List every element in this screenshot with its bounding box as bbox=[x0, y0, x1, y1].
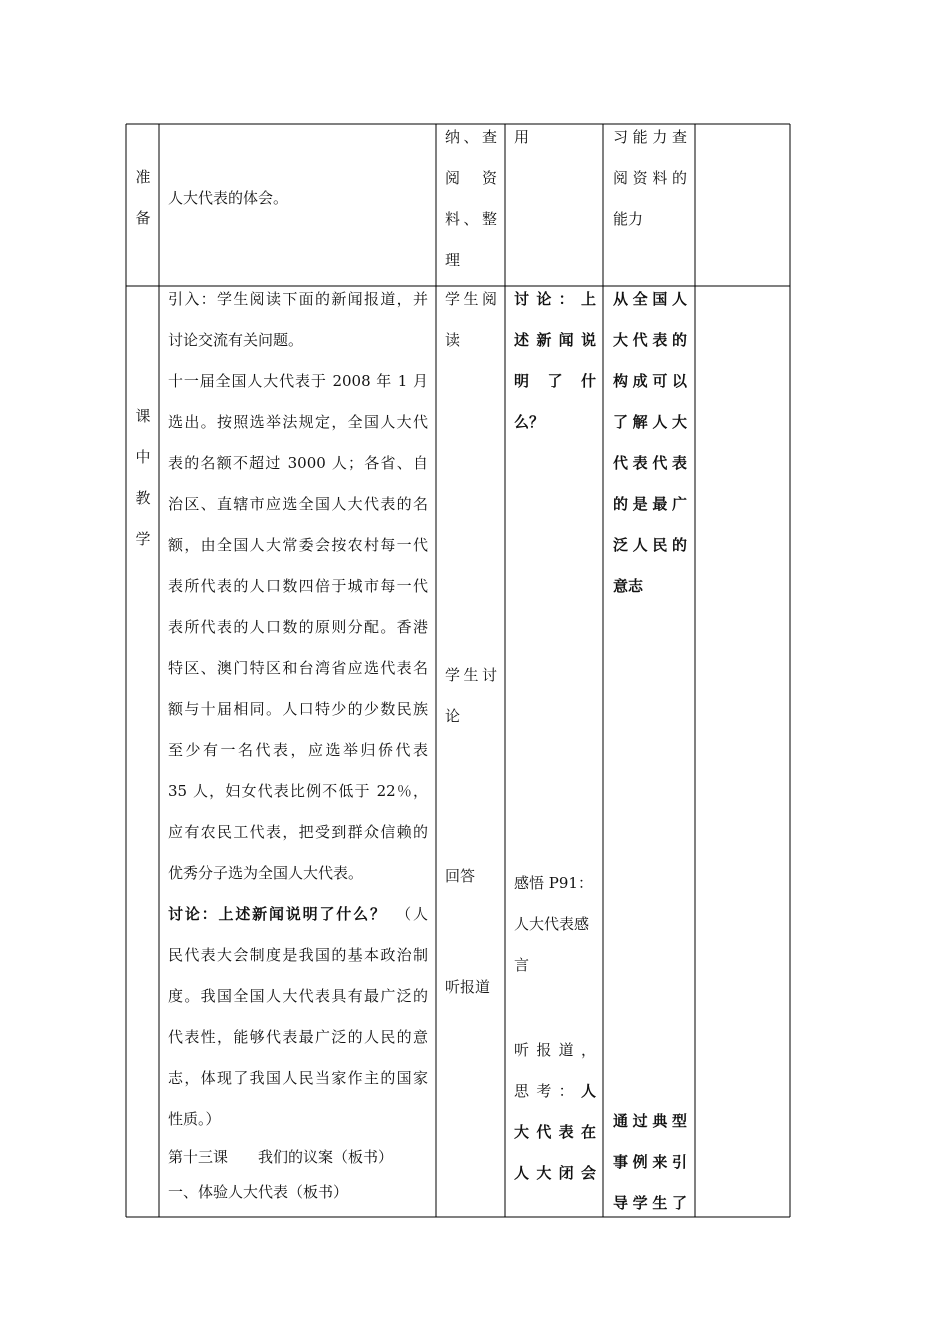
answer-line: 代表性，能够代表最广泛的人民的意 bbox=[168, 1028, 428, 1046]
news-line: 治区、直辖市应选全国人大代表的名 bbox=[168, 495, 428, 513]
news-line: 表所代表的人口数的原则分配。香港 bbox=[168, 618, 428, 636]
news-line: 表的名额不超过 3000 人；各省、自 bbox=[168, 454, 428, 472]
teaching-content bbox=[168, 279, 428, 1210]
intro-line: 引入：学生阅读下面的新闻报道，并 bbox=[168, 290, 428, 308]
news-line: 选出。按照选举法规定，全国人大代 bbox=[168, 413, 428, 431]
prep-content: 人大代表的体会。 bbox=[168, 189, 289, 207]
prep-design: 用 bbox=[514, 128, 530, 146]
answer-line: 志，体现了我国人民当家作主的国家 bbox=[168, 1069, 428, 1087]
news-line: 35 人，妇女代表比例不低于 22％， bbox=[168, 782, 428, 800]
news-line: 特区、澳门特区和台湾省应选代表名 bbox=[168, 659, 428, 677]
teaching-student-answer: 回答 bbox=[445, 867, 476, 885]
news-line: 应有农民工代表，把受到群众信赖的 bbox=[168, 823, 428, 841]
news-line: 至少有一名代表，应选举归侨代表 bbox=[168, 741, 428, 759]
news-line: 额，由全国人大常委会按农村每一代 bbox=[168, 536, 428, 554]
answer-line: 度。我国全国人大代表具有最广泛的 bbox=[168, 987, 428, 1005]
teaching-student-listen: 听报道 bbox=[445, 978, 491, 996]
discussion-question: 讨论：上述新闻说明了什么？ bbox=[168, 905, 387, 923]
teaching-design-think: 听 报 道 ， 思 考 ： 人 大 代 表 在 人 大 闭 会 bbox=[514, 1041, 596, 1182]
news-line: 优秀分子选为全国人大代表。 bbox=[168, 864, 364, 882]
section-heading: 一、体验人大代表（板书） bbox=[168, 1183, 349, 1201]
teaching-student-read: 学生阅 读 bbox=[445, 290, 497, 349]
prep-intent: 习能力查 阅资料的 能力 bbox=[613, 128, 687, 228]
teaching-student-discuss: 学生讨 论 bbox=[445, 666, 497, 725]
teaching-design-question: 讨 论 ： 上 述 新 闻 说 明 了 什 么？ bbox=[514, 290, 596, 431]
lesson-heading: 第十三课 我们的议案（板书） bbox=[168, 1148, 394, 1166]
teaching-intent-1: 从全国人 大代表的 构成可以 了解人大 代表代表 的是最广 泛人民的 意志 bbox=[613, 290, 687, 595]
news-line: 额与十届相同。人口特少的少数民族 bbox=[168, 700, 428, 718]
answer-line: 民代表大会制度是我国的基本政治制 bbox=[168, 946, 428, 964]
intro-line: 讨论交流有关问题。 bbox=[168, 331, 304, 349]
stage-label-teaching: 课 中 教 学 bbox=[135, 407, 151, 548]
stage-label-prep: 准 备 bbox=[135, 168, 151, 227]
discussion-question-line: 讨论：上述新闻说明了什么？ （人 bbox=[168, 905, 428, 923]
teaching-design-insight: 感悟 P91： 人大代表感 言 bbox=[514, 874, 593, 974]
teaching-intent-2: 通过典型 事例来引 导学生了 bbox=[613, 1112, 687, 1212]
answer-line: 性质。） bbox=[168, 1110, 221, 1128]
news-line: 表所代表的人口数四倍于城市每一代 bbox=[168, 577, 428, 595]
news-line: 十一届全国人大代表于 2008 年 1 月 bbox=[168, 372, 428, 390]
prep-student-activity: 纳、查 阅 资 料、整 理 bbox=[445, 128, 497, 269]
